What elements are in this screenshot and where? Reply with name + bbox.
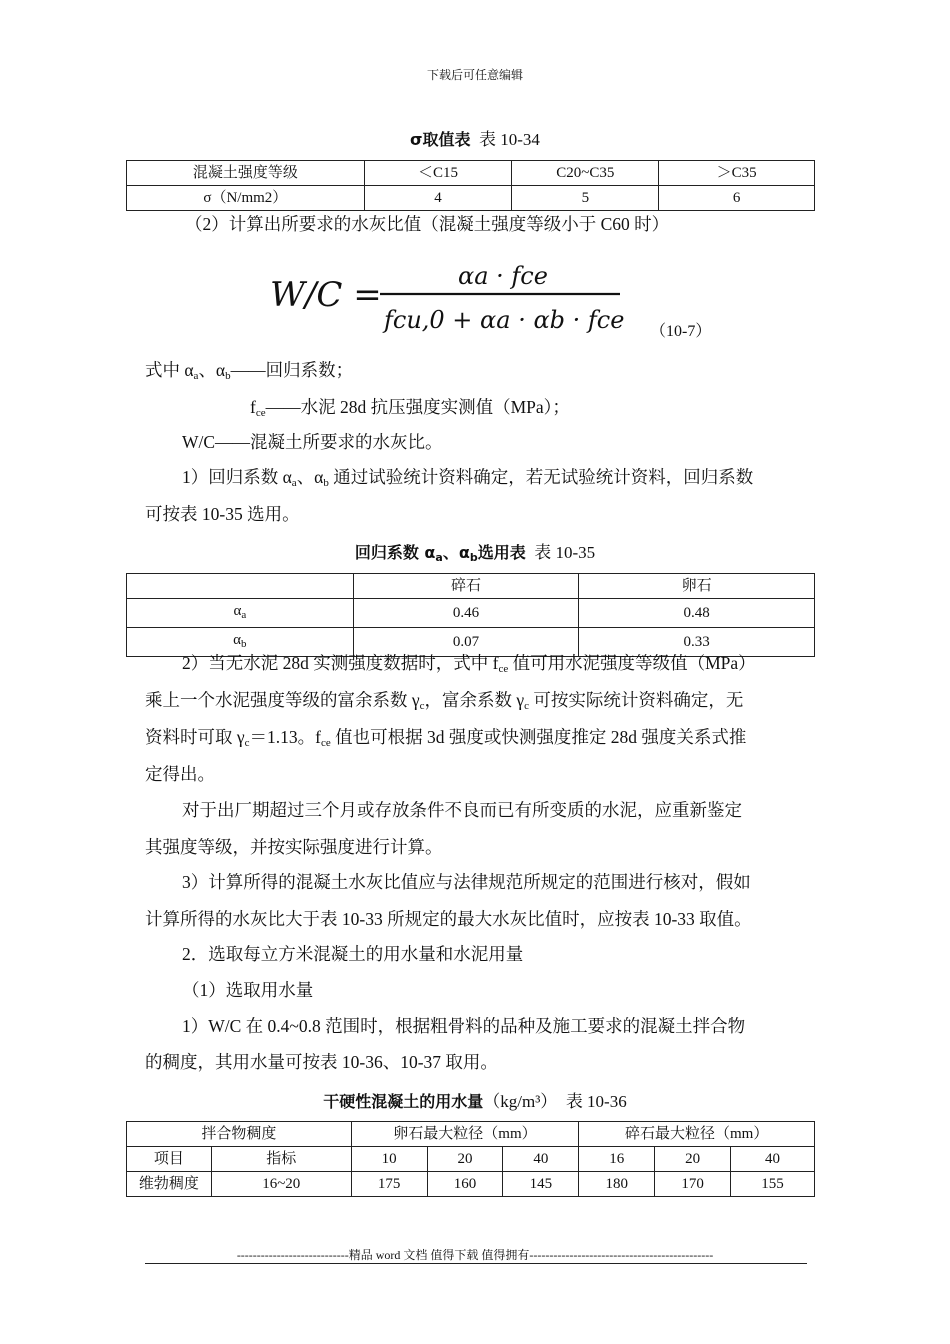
table-row: [127, 1147, 815, 1172]
text-span: ——水泥 28d 抗压强度实测值（MPa）；: [265, 397, 570, 417]
subscript: a: [435, 551, 443, 564]
formula-denominator: fcu,0 + αa · αb · fce: [384, 306, 625, 334]
text-span: 资料时可取 γ: [145, 727, 245, 747]
paragraph-wc-intro: （2）计算出所要求的水灰比值（混凝土强度等级小于 C60 时）: [185, 214, 670, 234]
text-span: α: [233, 603, 242, 619]
text-span: 、α: [442, 543, 470, 562]
text-span: 通过试验统计资料确定，若无试验统计资料，回归系数: [328, 467, 754, 487]
table1-caption-title: σ取值表: [410, 130, 471, 149]
text-span: ——回归系数；: [230, 360, 354, 380]
table2-caption-title: [355, 543, 526, 562]
definition-alpha: [145, 357, 353, 389]
item1-line2: 可按表 10-35 选用。: [145, 504, 300, 524]
subscript: ce: [320, 737, 331, 749]
table3-caption-title: 干硬性混凝土的用水量: [323, 1092, 484, 1111]
subscript: b: [469, 551, 478, 564]
table1-caption-number: 表 10-34: [479, 130, 540, 149]
table-cell: [127, 574, 354, 599]
regression-table: [126, 573, 815, 657]
item4-line1: 1）W/C 在 0.4~0.8 范围时，根据粗骨料的品种及施工要求的混凝土拌合物: [182, 1016, 746, 1036]
subscript: b: [241, 638, 247, 650]
subscript: c: [419, 700, 425, 712]
table-cell: C20~C35: [512, 161, 659, 186]
table-cell: 0.33: [579, 628, 815, 657]
sigma-table: [126, 160, 815, 211]
page-footer: ----------------------------精品 word 文档 值得下载 值得拥有----------------------------------------------: [236, 1248, 714, 1262]
table-cell: 20: [427, 1147, 503, 1172]
table3-caption: [0, 1087, 950, 1112]
table-cell: 碎石最大粒径（mm）: [579, 1122, 815, 1147]
text-span: 、α: [198, 360, 226, 380]
text-span: α: [233, 632, 241, 648]
table2-caption: [0, 538, 950, 564]
table-cell: 卵石: [579, 574, 815, 599]
footer-rule: [145, 1263, 807, 1264]
table-cell: 20: [655, 1147, 731, 1172]
paragraph-old-cement-1: 对于出厂期超过三个月或存放条件不良而已有所变质的水泥，应重新鉴定: [182, 800, 742, 820]
subscript: ce: [255, 407, 266, 419]
table-cell: 6: [659, 186, 815, 211]
subscript: c: [244, 737, 250, 749]
table3-caption-number: 表 10-36: [565, 1092, 627, 1111]
section-heading-2: 2．选取每立方米混凝土的用水量和水泥用量: [182, 944, 524, 964]
subscript: a: [193, 370, 199, 382]
table-row: [127, 161, 815, 186]
subscript: b: [323, 477, 329, 489]
table-cell: 10: [351, 1147, 427, 1172]
text-span: 值可用水泥强度等级值（MPa）: [508, 653, 756, 673]
table-cell: 5: [512, 186, 659, 211]
item4-line2: 的稠度，其用水量可按表 10-36、10-37 取用。: [145, 1052, 498, 1072]
table-cell: 155: [731, 1172, 815, 1197]
text-span: 可按实际统计资料确定，无: [529, 690, 744, 710]
text-span: 、α: [296, 467, 324, 487]
table-cell: 混凝土强度等级: [127, 161, 365, 186]
text-span: 选用表: [477, 543, 526, 562]
table-row: [127, 1172, 815, 1197]
subscript: b: [225, 370, 231, 382]
table-cell: 0.46: [353, 599, 579, 628]
definition-wc: W/C——混凝土所要求的水灰比。: [182, 432, 443, 452]
table-cell: 项目: [127, 1147, 212, 1172]
text-span: 乘上一个水泥强度等级的富余系数 γ: [145, 690, 420, 710]
text-span: 回归系数 α: [354, 543, 436, 562]
table-row: [127, 186, 815, 211]
table-cell: 16: [579, 1147, 655, 1172]
table-row: [127, 599, 815, 628]
subscript: c: [524, 700, 529, 712]
table-cell: 指标: [211, 1147, 351, 1172]
table1-caption: [0, 125, 950, 150]
table-row: [127, 574, 815, 599]
table-cell: 卵石最大粒径（mm）: [351, 1122, 579, 1147]
table-cell: 0.07: [353, 628, 579, 657]
item2-line3: [145, 724, 746, 756]
table-cell: 145: [503, 1172, 579, 1197]
table-cell: 4: [364, 186, 512, 211]
formula-lhs: W/C =: [270, 275, 382, 315]
item1-line1: [182, 464, 753, 496]
text-span: 式中 α: [145, 360, 194, 380]
subscript: ce: [498, 663, 509, 675]
table-cell: 160: [427, 1172, 503, 1197]
subscript: a: [291, 477, 297, 489]
table2-caption-number: 表 10-35: [534, 543, 596, 562]
paragraph-old-cement-2: 其强度等级，并按实际强度进行计算。: [145, 837, 443, 857]
table-cell: 170: [655, 1172, 731, 1197]
item2-line2: [145, 687, 743, 719]
text-span: f: [250, 397, 256, 417]
definition-fce: [250, 394, 570, 426]
water-content-table: [126, 1121, 815, 1197]
text-span: 2）当无水泥 28d 实测强度数据时，式中 f: [182, 653, 499, 673]
wc-formula: [268, 258, 688, 338]
table-cell: 碎石: [353, 574, 579, 599]
item3-line1: 3）计算所得的混凝土水灰比值应与法律规范所规定的范围进行核对，假如: [182, 872, 751, 892]
table-cell: 180: [579, 1172, 655, 1197]
item2-line4: 定得出。: [145, 764, 215, 784]
formula-number: （10-7）: [650, 323, 712, 340]
formula-numerator: αa · fce: [458, 262, 548, 290]
item3-line2: 计算所得的水灰比大于表 10-33 所规定的最大水灰比值时，应按表 10-33 取值。: [145, 909, 752, 929]
table-cell: 0.48: [579, 599, 815, 628]
table-row: [127, 1122, 815, 1147]
table-cell: 维勃稠度: [127, 1172, 212, 1197]
table-cell: 175: [351, 1172, 427, 1197]
text-span: 1）回归系数 α: [182, 467, 292, 487]
table-cell: 40: [731, 1147, 815, 1172]
subsection-water: （1）选取用水量: [182, 980, 314, 1000]
table3-caption-unit: （kg/m³）: [483, 1092, 558, 1111]
table-cell: σ（N/mm2）: [127, 186, 365, 211]
table-cell: 拌合物稠度: [127, 1122, 352, 1147]
text-span: 值也可根据 3d 强度或快测强度推定 28d 强度关系式推: [330, 727, 747, 747]
text-span: ，富余系数 γ: [424, 690, 525, 710]
table-cell: 16~20: [211, 1172, 351, 1197]
table-cell: [127, 599, 354, 628]
page-header: 下载后可任意编辑: [426, 68, 523, 82]
text-span: ＝1.13。f: [249, 727, 321, 747]
table-cell: 40: [503, 1147, 579, 1172]
table-cell: ＜C15: [364, 161, 512, 186]
subscript: a: [241, 609, 247, 621]
item2-line1: [182, 650, 756, 682]
table-cell: ＞C35: [659, 161, 815, 186]
